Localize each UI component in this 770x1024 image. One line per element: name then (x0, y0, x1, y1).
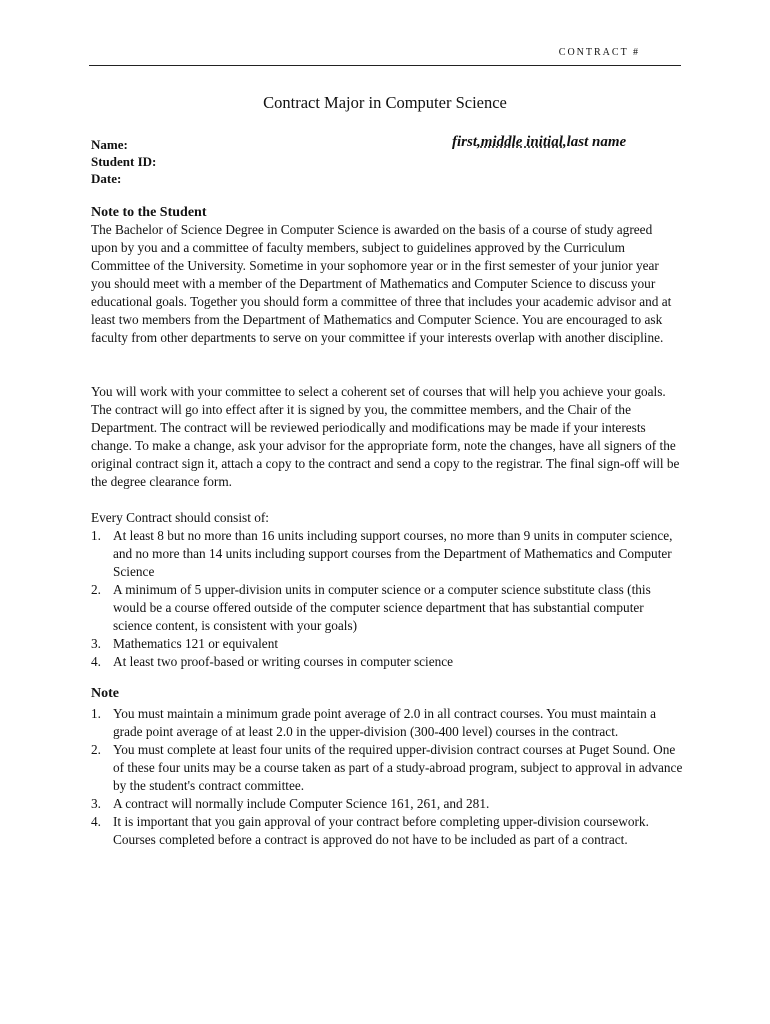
hint-separator: , (477, 134, 481, 150)
hint-middle-initial: middle initial (480, 134, 563, 150)
list-number: 4. (91, 814, 101, 829)
list-number: 1. (91, 706, 101, 721)
consist-list (91, 527, 683, 671)
student-fields (91, 136, 156, 187)
contract-number-label: CONTRACT # (558, 47, 640, 58)
list-item (91, 581, 683, 635)
name-label: Name: (91, 137, 128, 152)
list-number: 1. (91, 528, 101, 543)
consist-intro: Every Contract should consist of: (91, 510, 270, 525)
list-item (91, 635, 683, 653)
list-text: You must complete at least four units of the required upper-division contract courses at Puget Sound. One of these four units may be a course taken as part of a study-abroad program, subject to approval in advance by the student's contract committee. (113, 742, 683, 793)
list-number: 2. (91, 742, 101, 757)
note-heading: Note (91, 686, 119, 701)
list-text: A contract will normally include Computer Science 161, 261, and 281. (113, 796, 490, 811)
list-text: You must maintain a minimum grade point average of 2.0 in all contract courses. You must maintain a grade point average of at least 2.0 in the upper-division (300-400 level) courses in the contract. (113, 706, 656, 739)
list-text: Mathematics 121 or equivalent (113, 636, 279, 651)
header-rule (89, 65, 681, 66)
intro-paragraph: The Bachelor of Science Degree in Computer Science is awarded on the basis of a course of study agreed upon by you and a committee of faculty members, subject to guidelines approved by the Curriculum Committee of the University. Sometime in your sophomore year or in the first semester of your junior year you should meet with a member of the Department of Mathematics and Computer Science to discuss your educational goals. Together you should form a committee of three that includes your academic advisor and at least two members from the Department of Mathematics and Computer Science. You are encouraged to ask faculty from other departments to serve on your committee if your interests overlap with another discipline. (91, 222, 672, 345)
list-item (91, 741, 683, 795)
note-list (91, 705, 683, 849)
list-item (91, 705, 683, 741)
date-label: Date: (91, 171, 122, 186)
name-format-hint (452, 134, 626, 151)
list-text: It is important that you gain approval of your contract before completing upper-division coursework. Courses completed before a contract is approved do not have to be included as part of a contract. (113, 814, 649, 847)
list-number: 3. (91, 796, 101, 811)
list-item (91, 653, 683, 671)
student-id-label: Student ID: (91, 154, 157, 169)
list-item (91, 813, 683, 849)
list-number: 2. (91, 582, 101, 597)
list-number: 4. (91, 654, 101, 669)
list-text: At least two proof-based or writing courses in computer science (113, 654, 454, 669)
hint-separator: , (562, 134, 567, 150)
list-number: 3. (91, 636, 101, 651)
document-title: Contract Major in Computer Science (263, 93, 507, 112)
list-item (91, 527, 683, 581)
note-to-student-heading: Note to the Student (91, 205, 207, 220)
committee-paragraph: You will work with your committee to select a coherent set of courses that will help you achieve your goals. The contract will go into effect after it is signed by you, the committee members, and the Chair of the Department. The contract will be reviewed periodically and modifications may be made if your interests change. To make a change, ask your advisor for the appropriate form, note the changes, have all signers of the original contract sign it, attach a copy to the contract and send a copy to the registrar. The final sign-off will be the degree clearance form. (91, 384, 680, 489)
hint-first: first (452, 134, 478, 150)
list-text: At least 8 but no more than 16 units including support courses, no more than 9 units in computer science, and no more than 14 units including support courses from the Department of Mathematics and Computer Science (113, 528, 673, 579)
hint-last: last name (566, 134, 627, 150)
list-item (91, 795, 683, 813)
list-text: A minimum of 5 upper-division units in computer science or a computer science substitute class (this would be a course offered outside of the computer science department that has substantial computer science content, is consistent with your goals) (113, 582, 651, 633)
